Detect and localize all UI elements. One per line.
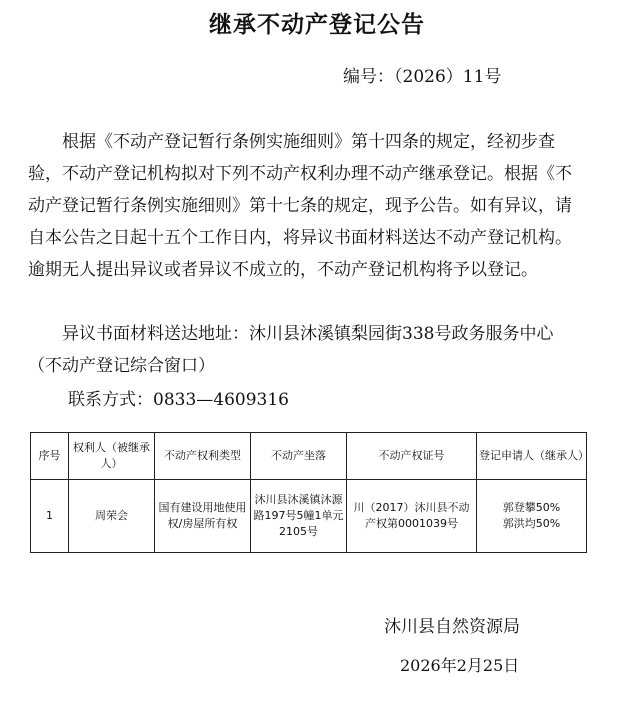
issue-date: 2026年2月25日	[400, 656, 520, 675]
applicant-2: 郭洪均50%	[502, 517, 561, 530]
objection-address-paragraph: 异议书面材料送达地址：沐川县沐溪镇梨园街338号政务服务中心（不动产登记综合窗口）	[28, 324, 554, 376]
header-right-type: 不动产权利类型	[155, 433, 251, 480]
document-number: 编号：（2026）11号	[343, 67, 502, 87]
applicant-1: 郭登攀50%	[502, 501, 561, 514]
cell-applicants	[477, 480, 587, 553]
header-right-holder: 权利人（被继承人）	[69, 433, 155, 480]
header-applicants: 登记申请人（继承人）	[477, 433, 587, 480]
header-location: 不动产坐落	[251, 433, 347, 480]
cell-right-holder: 周荣会	[69, 480, 155, 553]
table-header-row	[31, 433, 587, 480]
registration-table	[30, 432, 587, 553]
legal-basis-paragraph: 根据《不动产登记暂行条例实施细则》第十四条的规定，经初步查验，不动产登记机构拟对下列不动产权利办理不动产继承登记。根据《不动产登记暂行条例实施细则》第十七条的规定，现予公告。如有异议，请自本公告之日起十五个工作日内，将异议书面材料送达不动产登记机构。逾期无人提出异议或者异议不成立的，不动产登记机构将予以登记。	[28, 132, 572, 280]
issuing-authority: 沐川县自然资源局	[384, 617, 520, 637]
cell-certificate: 川（2017）沐川县不动产权第0001039号	[347, 480, 477, 553]
notice-title: 继承不动产登记公告	[209, 11, 425, 38]
cell-location: 沐川县沐溪镇沐源路197号5幢1单元2105号	[251, 480, 347, 553]
header-certificate: 不动产权证号	[347, 433, 477, 480]
table-row	[31, 480, 587, 553]
cell-right-type: 国有建设用地使用权/房屋所有权	[155, 480, 251, 553]
header-index: 序号	[31, 433, 69, 480]
contact-info: 联系方式：0833—4609316	[68, 390, 289, 410]
cell-index: 1	[31, 480, 69, 553]
